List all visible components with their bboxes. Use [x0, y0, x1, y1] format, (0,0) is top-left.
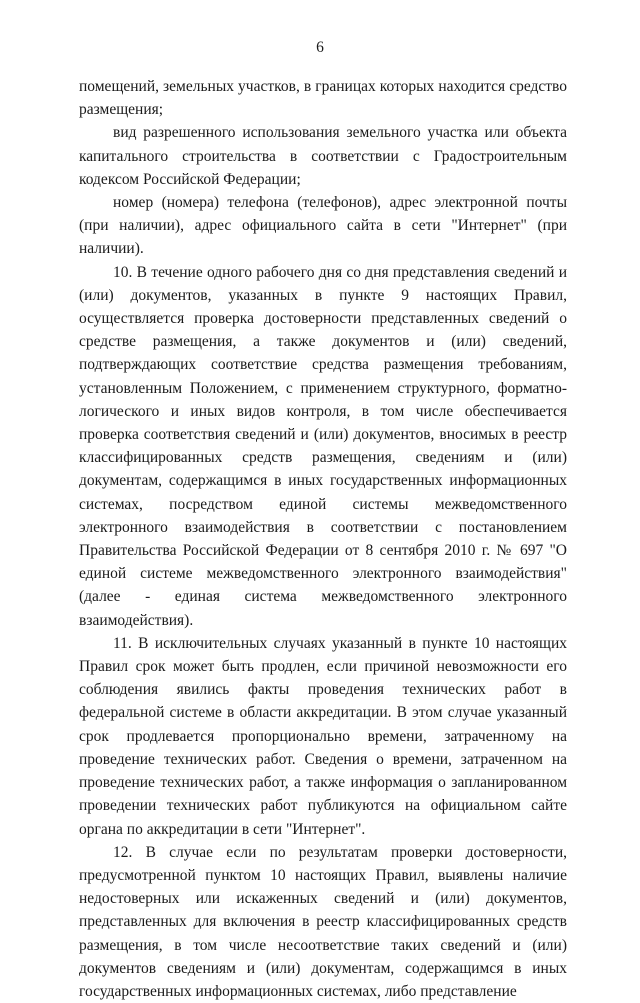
paragraph-10: 10. В течение одного рабочего дня со дня представления сведений и (или) документов, указанных в пункте 9 настоящих Правил, осуществляется проверка достоверности представленных сведений о средстве размещения, а также документов и (или) сведений, подтверждающих соответствие средства размещения требованиям, установленным Положением, с применением структурного, форматно-логического и иных видов контроля, в том числе обеспечивается проверка соответствия сведений и (или) документов, вносимых в реестр классифицированных средств размещения, сведениям и (или) документам, содержащимся в иных государственных информационных системах, посредством единой системы межведомственного электронного взаимодействия в соответствии с постановлением Правительства Российской Федерации от 8 сентября 2010 г. № 697 "О единой системе межведомственного электронного взаимодействия" (далее - единая система межведомственного электронного взаимодействия).	[79, 263, 567, 629]
paragraph-permitted-use: вид разрешенного использования земельного участка или объекта капитального строительства в соответствии с Градостроительным кодексом Российской Федерации;	[79, 124, 567, 188]
page-number: 6	[316, 39, 324, 56]
paragraph-12: 12. В случае если по результатам проверки достоверности, предусмотренной пунктом 10 настоящих Правил, выявлены наличие недостоверных или искаженных сведений и (или) документов, представленных для включения в реестр классифицированных средств размещения, в том числе несоответствие таких сведений и (или) документов сведениям и (или) документам, содержащимся в иных государственных информационных системах, либо представление	[79, 843, 567, 1000]
paragraph-11: 11. В исключительных случаях указанный в пункте 10 настоящих Правил срок может быть продлен, если причиной невозможности его соблюдения явились факты проведения технических работ в федеральной системе в области аккредитации. В этом случае указанный срок продлевается пропорционально времени, затраченному на проведение технических работ. Сведения о времени, затраченном на проведение технических работ, а также информация о запланированном проведении технических работ публикуются на официальном сайте органа по аккредитации в сети "Интернет".	[79, 634, 567, 838]
document-body	[79, 75, 567, 1003]
paragraph-continuation: помещений, земельных участков, в границах которых находится средство размещения;	[79, 78, 567, 119]
paragraph-contacts: номер (номера) телефона (телефонов), адрес электронной почты (при наличии), адрес официального сайта в сети "Интернет" (при наличии).	[79, 194, 567, 258]
